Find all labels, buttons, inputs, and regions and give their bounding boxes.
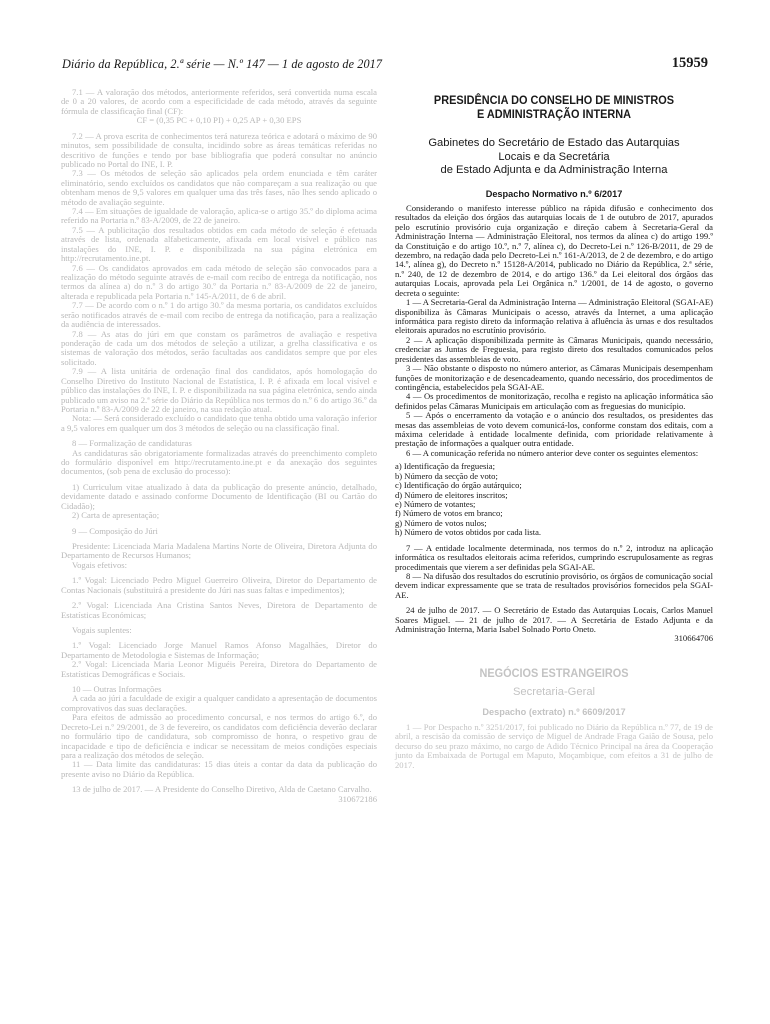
elements-list bbox=[395, 462, 713, 537]
paragraph: 7.8 — As atas do júri em que constam os parâmetros de avaliação e respetiva ponderação de cada um dos métodos de seleção a utilizar, a grelha classificativa e os sistemas de valoração dos métodos, serão facultadas aos candidatos sempre que por eles solicitado. bbox=[61, 328, 377, 367]
list-item: d) Número de eleitores inscritos; bbox=[395, 489, 508, 500]
article-paragraph: 5 — Após o encerramento da votação e o anúncio dos resultados, os presidentes das mesas das assembleias de voto devem comunicá-los, conforme constam dos editais, com a máxima celeridade à entidade localmente definida, com prioridade relativamente à prestação de informações a qualquer outra entidade. bbox=[395, 410, 713, 449]
signature: 13 de julho de 2017. — A Presidente do Conselho Diretivo, Alda de Caetano Carvalho. bbox=[72, 784, 372, 795]
paragraph: 7.9 — A lista unitária de ordenação final dos candidatos, após homologação do Conselho Diretivo do Instituto Nacional de Estatística, I. P. é afixada em local visível e público das instalações do INE, I. P. e disponibilizada na sua página eletrónica, sendo ainda publicado um aviso na 2.ª série do Diário da República nos termos do n.º 6 do artigo 36.º da Portaria n.º 83-A/2009 de 22 de janeiro, na sua redação atual. bbox=[61, 366, 377, 414]
signature-paragraph: 24 de julho de 2017. — O Secretário de Estado das Autarquias Locais, Carlos Manuel Soares Miguel. — 21 de julho de 2017. — A Secretária de Estado Adjunta e da Administração Interna, Maria Isabel Solnado Porto Oneto. bbox=[395, 605, 713, 635]
subsection-line: Gabinetes do Secretário de Estado das Autarquias bbox=[428, 137, 680, 149]
list-item: c) Identificação do órgão autárquico; bbox=[395, 480, 522, 491]
next-subsection-title: Secretaria-Geral bbox=[512, 685, 596, 698]
preamble-paragraph: Considerando o manifesto interesse público na rápida difusão e conhecimento dos resultados da eleição dos órgãos das autarquias locais de 1 de outubro de 2017, apurados pelo escrutínio provisório cuja organização e direção cabem à Secretaria-Geral da Administração Interna — Administração Eleitoral, nos termos da alínea c) do artigo 199.º da Constituição e do artigo 10.º, n.º 7, alínea c), do Decreto-Lei n.º 126-B/2011, de 29 de dezembro, na redação dada pelo Decreto-Lei n.º 161-A/2013, de 2 de dezembro, e do artigo 14.º, alínea g), do Decreto n.º 15128-A/2014, publicado no Diário da República, 2.ª série, n.º 240, de 12 de dezembro de 2014, e do artigo 136.º da Lei eleitoral dos órgãos das autarquias Locais, aprovada pela Lei Orgânica n.º 1/2001, de 14 de agosto, o governo decreta o seguinte: bbox=[395, 202, 713, 298]
reference-number: 310672186 bbox=[338, 793, 377, 804]
article-paragraph: 2 — A aplicação disponibilizada permite às Câmaras Municipais, quando necessário, credenciar as Juntas de Freguesia, para registo direto dos resultados comunicados pelos presidentes das assembleias de voto. bbox=[395, 334, 713, 364]
section-heading: 8 — Formalização de candidaturas bbox=[72, 438, 192, 449]
article-paragraph: 7 — A entidade localmente determinada, nos termos do n.º 2, introduz na aplicação informática os resultados eleitorais acima referidos, cumprindo escrupulosamente as regras procedimentais que vierem a ser definidas pela SGAI-AE. bbox=[395, 542, 713, 572]
paragraph: 11 — Data limite das candidaturas: 15 dias úteis a contar da data da publicação do presente aviso no Diário da República. bbox=[61, 759, 377, 779]
left-column-faded-text bbox=[61, 88, 377, 804]
list-item: g) Número de votos nulos; bbox=[395, 517, 487, 528]
subsection-title bbox=[395, 137, 713, 178]
list-item: b) Número da secção de voto; bbox=[395, 470, 498, 481]
article-paragraph: 1 — A Secretaria-Geral da Administração Interna — Administração Eleitoral (SGAI-AE) disponibiliza às Câmaras Municipais o acesso, através da Internet, a uma aplicação informática para registo direto da informação relativa à afluência às urnas e dos resultados eleitorais apurados no escrutínio provisório. bbox=[395, 297, 713, 336]
next-section-title: NEGÓCIOS ESTRANGEIROS bbox=[479, 665, 629, 680]
paragraph: 7.6 — Os candidatos aprovados em cada método de seleção são convocados para a realização do método seguinte através de e-mail com recibo de entrega da notificação, nos termos da alínea a) do n.º 3 do artigo 30.º da Portaria n.º 83-A/2009 de 22 de janeiro, alterada e republicada pela Portaria n.º 145-A/2011, de 6 de abril. bbox=[61, 262, 377, 301]
despacho-title: Despacho Normativo n.º 6/2017 bbox=[485, 188, 623, 199]
list-item: h) Número de votos obtidos por cada lista. bbox=[395, 527, 542, 538]
paragraph: 7.3 — Os métodos de seleção são aplicados pela ordem enunciada e têm caráter eliminatório, sendo excluídos os candidatos que não compareçam a sua realização ou que obtenham menos de 9,5 valores em qualquer uma das três fases, não lhes sendo aplicado o método de avaliação seguinte. bbox=[61, 168, 377, 207]
article-paragraph: 8 — Na difusão dos resultados do escrutínio provisório, os órgãos de comunicação social devem indicar expressamente que se trata de resultados provisórios fornecidos pela SGAI-AE. bbox=[395, 570, 713, 600]
paragraph: Presidente: Licenciada Maria Madalena Martins Norte de Oliveira, Diretora Adjunta do Departamento de Recursos Humanos; bbox=[61, 540, 377, 561]
paragraph: 1.º Vogal: Licenciado Jorge Manuel Ramos Afonso Magalhães, Diretor do Departamento de Metodologia e Sistemas de Informação; bbox=[61, 640, 377, 660]
paragraph: 2.º Vogal: Licenciada Ana Cristina Santos Neves, Diretora de Departamento de Estatísticas Económicas; bbox=[61, 600, 377, 620]
list-item: f) Número de votos em branco; bbox=[395, 508, 503, 519]
subsection-line: de Estado Adjunta e da Administração Interna bbox=[440, 164, 668, 176]
paragraph: A cada ao júri a faculdade de exigir a qualquer candidato a apresentação de documentos comprovativos das suas declarações. bbox=[61, 693, 377, 713]
article-paragraph: 4 — Os procedimentos de monitorização, recolha e registo na aplicação informática são definidos pelas Câmaras Municipais em articulação com as freguesias do município. bbox=[395, 391, 713, 411]
section-heading: 9 — Composição do Júri bbox=[72, 525, 158, 536]
page-number: 15959 bbox=[671, 55, 708, 71]
next-despacho-title: Despacho (extrato) n.º 6609/2017 bbox=[482, 707, 626, 718]
article-paragraph: 3 — Não obstante o disposto no número anterior, as Câmaras Municipais desempenham funções de monitorização e de desencadeamento, quando necessário, dos procedimentos de contingência, estabelecidos pela SGAI-AE. bbox=[395, 363, 713, 392]
running-header: Diário da República, 2.ª série — N.º 147 — 1 de agosto de 2017 bbox=[62, 57, 383, 71]
paragraph: 7.1 — A valoração dos métodos, anteriormente referidos, será convertida numa escala de 0 a 20 valores, de acordo com a especificidade de cada método, através da seguinte fórmula de classificação final (CF): bbox=[61, 87, 377, 116]
paragraph: 7.2 — A prova escrita de conhecimentos terá natureza teórica e adotará o máximo de 90 minutos, sem possibilidade de consulta, incidindo sobre as áreas temáticas referidas no descritivo de funções e tendo por base bibliografia que poderá consultar no anúncio publicado no Portal do INE, I. P. bbox=[61, 130, 377, 169]
section-title bbox=[414, 93, 694, 121]
paragraph: Vogais suplentes: bbox=[72, 624, 132, 635]
note: Nota: — Será considerado excluído o candidato que tenha obtido uma valoração inferior a 9,5 valores em qualquer um dos 3 métodos de seleção ou na classificação final. bbox=[61, 413, 377, 433]
paragraph: Vogais efetivos: bbox=[72, 559, 127, 570]
formula: CF = (0,35 PC + 0,10 PI) + 0,25 AP + 0,30 EPS bbox=[136, 115, 302, 126]
subsection-line: Locais e da Secretária bbox=[498, 150, 610, 163]
paragraph: Para efeitos de admissão ao procedimento concursal, e nos termos do artigo 6.º, do Decreto-Lei n.º 29/2001, de 3 de fevereiro, os candidatos com deficiência deverão declarar no formulário tipo de candidatura, sob compromisso de honra, o respetivo grau de incapacidade e tipo de deficiência e indicar se necessitam de meios condições especiais para a realização dos métodos de seleção. bbox=[61, 712, 377, 760]
section-heading: 10 — Outras Informações bbox=[72, 684, 162, 695]
paragraph: 2) Carta de apresentação; bbox=[72, 510, 160, 521]
paragraph: As candidaturas são obrigatoriamente formalizadas através do preenchimento completo do formulário disponível em http://recrutamento.ine.pt e da anexação dos seguintes documentos, (sob pena de exclusão do processo): bbox=[61, 447, 377, 477]
reference-number: 310664706 bbox=[674, 633, 713, 644]
next-paragraph: 1 — Por Despacho n.º 3251/2017, foi publicado no Diário da República n.º 77, de 19 de abril, a rescisão da comissão de serviço de Miguel de Andrade Fraga Gaião de Sousa, pelo decurso do seu prazo máximo, no cargo de Adido Técnico Principal na área da Cooperação junto da Embaixada de Portugal em Maputo, Moçambique, com efeitos a 31 de julho de 2017. bbox=[395, 721, 713, 770]
paragraph: 2.º Vogal: Licenciada Maria Leonor Miguéis Pereira, Diretora do Departamento de Estatísticas Demográficas e Sociais. bbox=[61, 659, 377, 679]
next-section-faded bbox=[395, 666, 713, 770]
list-item: a) Identificação da freguesia; bbox=[395, 461, 495, 472]
paragraph: 1) Curriculum vitae atualizado à data da publicação do presente anúncio, detalhado, devidamente datado e assinado conforme Documento de Identificação (BI ou Cartão do Cidadão); bbox=[61, 481, 377, 511]
section-title-line: E ADMINISTRAÇÃO INTERNA bbox=[476, 107, 632, 121]
paragraph: 7.4 — Em situações de igualdade de valoração, aplica-se o artigo 35.º do diploma acima referido na Portaria n.º 83-A/2009, de 22 de janeiro. bbox=[61, 206, 377, 226]
section-title-line: PRESIDÊNCIA DO CONSELHO DE MINISTROS bbox=[433, 93, 675, 107]
paragraph: 7.5 — A publicitação dos resultados obtidos em cada método de seleção é efetuada através de lista, ordenada alfabeticamente, afixada em local visível e público nas instalações do INE, I. P. e disponibilizada na sua página eletrónica em http://recrutamento.ine.pt. bbox=[61, 224, 377, 264]
paragraph: 7.7 — De acordo com o n.º 1 do artigo 30.º da mesma portaria, os candidatos excluídos serão notificados através de e-mail com recibo de entrega da notificação, para a realização da audiência de interessados. bbox=[61, 300, 377, 330]
right-column bbox=[395, 93, 713, 770]
paragraph: 1.º Vogal: Licenciado Pedro Miguel Guerreiro Oliveira, Diretor do Departamento de Contas Nacionais (substituirá a presidente do Júri nas suas faltas e impedimentos); bbox=[61, 575, 377, 595]
list-item: e) Número de votantes; bbox=[395, 499, 476, 509]
article-paragraph: 6 — A comunicação referida no número anterior deve conter os seguintes elementos: bbox=[406, 447, 699, 458]
